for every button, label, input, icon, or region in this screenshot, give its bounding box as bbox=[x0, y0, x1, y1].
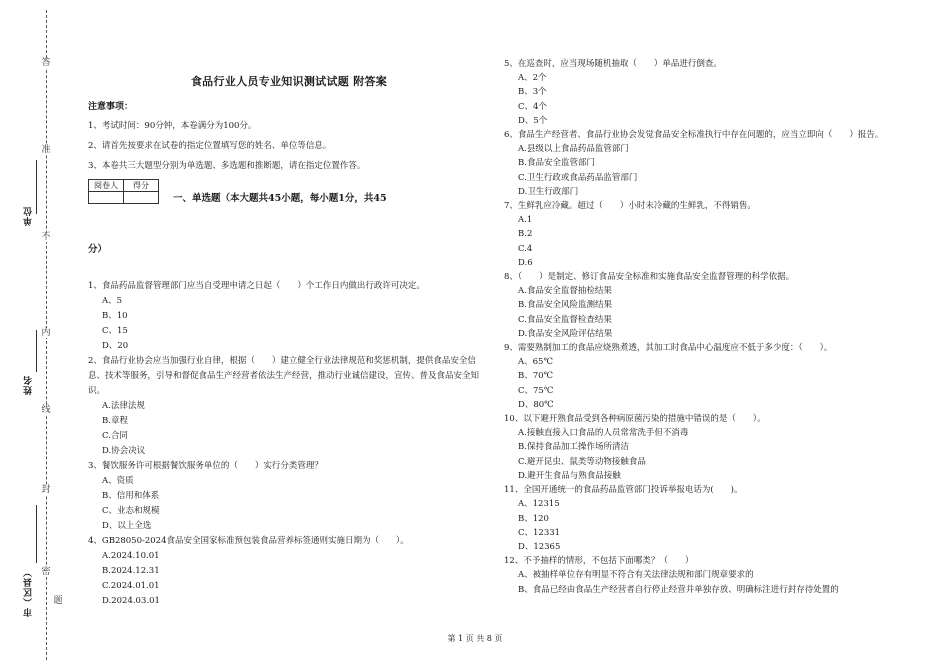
answer-option[interactable]: B、信用和体系 bbox=[102, 491, 160, 501]
cut-char-6: 封 bbox=[41, 485, 51, 495]
question-item bbox=[504, 57, 894, 128]
question-item bbox=[504, 128, 894, 199]
answer-option[interactable]: B.章程 bbox=[102, 416, 128, 426]
grader-header: 阅卷人 bbox=[89, 180, 124, 192]
answer-option[interactable]: A、2个 bbox=[518, 73, 547, 84]
section-title-continued: 分） bbox=[88, 244, 108, 255]
notice-heading: 注意事项： bbox=[88, 102, 134, 112]
answer-option[interactable]: A、5 bbox=[102, 296, 123, 306]
answer-option[interactable]: D.食品安全风险评估结果 bbox=[518, 328, 613, 339]
answer-option[interactable]: A.1 bbox=[518, 215, 533, 226]
answer-option[interactable]: A、资质 bbox=[102, 476, 134, 486]
answer-option[interactable]: C.合同 bbox=[102, 431, 128, 441]
right-column bbox=[504, 57, 894, 597]
name-field-line bbox=[36, 330, 37, 372]
answer-option[interactable]: D、以上全选 bbox=[102, 521, 152, 531]
answer-option[interactable]: A、被抽样单位存有明显不符合有关法律法规和部门规章要求的 bbox=[518, 570, 754, 581]
answer-option[interactable]: B、70℃ bbox=[518, 371, 554, 382]
answer-option[interactable]: B、食品已经由食品生产经营者自行停止经营并单独存放、明确标注进行封存待处置的 bbox=[518, 584, 839, 595]
question-item bbox=[88, 279, 490, 354]
question-text: 7、生鲜乳应冷藏。超过（ ）小时未冷藏的生鲜乳，不得销售。 bbox=[504, 201, 756, 212]
answer-option[interactable]: A.2024.10.01 bbox=[102, 551, 160, 561]
answer-option[interactable]: C.食品安全监督检查结果 bbox=[518, 314, 612, 325]
question-item bbox=[504, 199, 894, 270]
cut-char-5: 线 bbox=[41, 405, 51, 415]
cut-char-2: 准 bbox=[41, 145, 51, 155]
district-field-line bbox=[36, 505, 37, 563]
question-item bbox=[504, 270, 894, 341]
name-field-label: 姓名 bbox=[24, 375, 34, 395]
answer-option[interactable]: A.食品安全监督抽检结果 bbox=[518, 286, 612, 297]
right-question-list bbox=[504, 57, 894, 597]
answer-option[interactable]: B.2 bbox=[518, 229, 533, 240]
section-title: 一、单选题（本大题共45小题，每小题1分，共45 bbox=[173, 193, 387, 204]
question-item bbox=[504, 341, 894, 412]
answer-option[interactable]: C、4个 bbox=[518, 101, 547, 112]
question-text: 5、在巡查时，应当现场随机抽取（ ）单品进行倒查。 bbox=[504, 59, 722, 69]
question-text: 10、以下避开熟食品受到各种病原菌污染的措施中错误的是（ ）。 bbox=[504, 414, 766, 425]
question-item bbox=[504, 554, 894, 597]
score-row bbox=[88, 179, 490, 206]
cut-char-7: 密 bbox=[41, 567, 51, 577]
answer-option[interactable]: B.保持食品加工操作场所清洁 bbox=[518, 442, 629, 453]
answer-option[interactable]: C、业态和规模 bbox=[102, 506, 160, 516]
cut-char-1: 答 bbox=[41, 58, 51, 68]
answer-option[interactable]: B.2024.12.31 bbox=[102, 566, 160, 576]
answer-option[interactable]: B.食品安全监管部门 bbox=[518, 158, 595, 169]
left-column bbox=[88, 74, 490, 609]
score-cell[interactable] bbox=[124, 192, 159, 204]
answer-option[interactable]: D.6 bbox=[518, 257, 533, 268]
answer-option[interactable]: C.卫生行政或食品药品监管部门 bbox=[518, 172, 638, 183]
answer-option[interactable]: A.法律法规 bbox=[102, 401, 145, 411]
unit-field-label: 单位 bbox=[24, 206, 34, 226]
question-text: 6、食品生产经营者、食品行业协会发觉食品安全标准执行中存在问题的，应当立即向（ ）报告。 bbox=[504, 130, 884, 141]
page-footer: 第 1 页 共 8 页 bbox=[447, 634, 503, 643]
answer-option[interactable]: D、12365 bbox=[518, 541, 561, 552]
question-text: 3、餐饮服务许可根据餐饮服务单位的（ ）实行分类管理？ bbox=[88, 461, 323, 471]
question-item bbox=[88, 354, 490, 459]
notice-item: 1、考试时间：90分钟，本卷满分为100分。 bbox=[88, 121, 257, 131]
question-text: 4、GB28050-2024食品安全国家标准预包装食品营养标签通则实施日期为（ ）。 bbox=[88, 536, 409, 546]
answer-option[interactable]: D.协会决议 bbox=[102, 446, 146, 456]
question-text: 2、食品行业协会应当加强行业自律，根据（ ）建立健全行业法律规范和奖惩机制，提供食品安全信息、技术等服务，引导和督促食品生产经营者依法生产经营，推动行业诚信建设，宣传、普及食品安全知识。 bbox=[88, 356, 480, 396]
answer-option[interactable]: A、65℃ bbox=[518, 357, 553, 368]
answer-option[interactable]: C.4 bbox=[518, 243, 533, 254]
answer-option[interactable]: C、12331 bbox=[518, 527, 561, 538]
question-item bbox=[504, 483, 894, 554]
question-text: 11、全国开通统一的食品药品监管部门投诉举报电话为( )。 bbox=[504, 485, 743, 496]
district-field-label: 市（区县） bbox=[24, 567, 34, 617]
question-text: 12、不予抽样的情形，不包括下面哪类？（ ） bbox=[504, 556, 694, 567]
question-text: 1、食品药品监督管理部门应当自受理申请之日起（ ）个工作日内做出行政许可决定。 bbox=[88, 281, 425, 291]
score-header: 得分 bbox=[124, 180, 159, 192]
answer-option[interactable]: D、5个 bbox=[518, 115, 548, 126]
answer-option[interactable]: D、20 bbox=[102, 341, 129, 351]
question-item bbox=[504, 412, 894, 483]
answer-option[interactable]: B.食品安全风险监测结果 bbox=[518, 300, 612, 311]
answer-option[interactable]: D.卫生行政部门 bbox=[518, 186, 579, 197]
cut-char-3: 不 bbox=[41, 232, 51, 242]
unit-field-line bbox=[36, 160, 37, 214]
side-mark: 题 bbox=[53, 596, 63, 606]
answer-option[interactable]: D、80℃ bbox=[518, 399, 554, 410]
grader-cell[interactable] bbox=[89, 192, 124, 204]
answer-option[interactable]: A、12315 bbox=[518, 499, 560, 510]
notice-item: 3、本卷共三大题型分别为单选题、多选题和推断题，请在指定位置作答。 bbox=[88, 161, 366, 171]
answer-option[interactable]: A.接触直接入口食品的人员常常洗手但不消毒 bbox=[518, 428, 689, 439]
left-question-list bbox=[88, 279, 490, 609]
answer-option[interactable]: B、10 bbox=[102, 311, 128, 321]
answer-option[interactable]: D.2024.03.01 bbox=[102, 596, 160, 606]
answer-option[interactable]: C.2024.01.01 bbox=[102, 581, 160, 591]
notice-item: 2、请首先按要求在试卷的指定位置填写您的姓名、单位等信息。 bbox=[88, 141, 332, 151]
question-text: 8、（ ）是制定、修订食品安全标准和实施食品安全监督管理的科学依据。 bbox=[504, 272, 795, 283]
answer-option[interactable]: C、75℃ bbox=[518, 385, 554, 396]
answer-option[interactable]: C、15 bbox=[102, 326, 128, 336]
binding-margin bbox=[0, 0, 70, 671]
question-item bbox=[88, 534, 490, 609]
document-title: 食品行业人员专业知识测试试题 附答案 bbox=[190, 75, 388, 88]
question-text: 9、需要熟制加工的食品应烧熟煮透，其加工时食品中心温度应不低于多少度：（ ）。 bbox=[504, 343, 833, 354]
answer-option[interactable]: D.避开生食品与熟食品接触 bbox=[518, 470, 621, 481]
answer-option[interactable]: A.县级以上食品药品监管部门 bbox=[518, 144, 629, 155]
question-item bbox=[88, 459, 490, 534]
answer-option[interactable]: B、120 bbox=[518, 513, 549, 524]
cut-char-4: 内 bbox=[41, 328, 51, 338]
answer-option[interactable]: C.避开昆虫、鼠类等动物接触食品 bbox=[518, 456, 646, 467]
score-table bbox=[88, 179, 159, 204]
answer-option[interactable]: B、3个 bbox=[518, 87, 547, 98]
